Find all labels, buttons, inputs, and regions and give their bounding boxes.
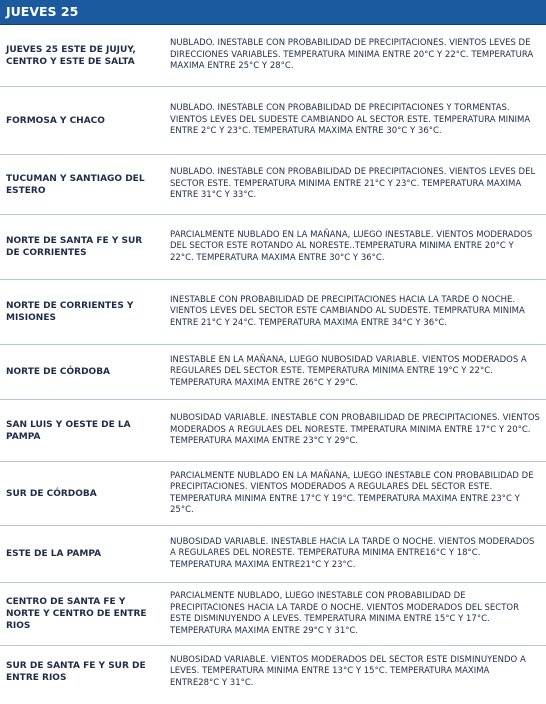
forecast-row [0,526,546,583]
forecast-text: NUBOSIDAD VARIABLE. INESTABLE HACIA LA TARDE O NOCHE. VIENTOS MODERADOS A REGULARES DEL NORESTE. TEMPERATURA MINIMA ENTRE16°C Y 18°C. TEMPERATURA MAXIMA ENTRE21°C Y 23°C. [170,536,535,570]
region-name: NORTE DE SANTA FE Y SUR DE CORRIENTES [6,236,143,258]
forecast-text: NUBLADO. INESTABLE CON PROBABILIDAD DE PRECIPITACIONES Y TORMENTAS. VIENTOS LEVES DEL SUDESTE CAMBIANDO AL SECTOR ESTE. TEMPERATURA MINIMA ENTRE 2°C Y 23°C. TEMPERATURA MAXIMA ENTRE 30°C Y 36°C. [170,103,531,137]
region-name: JUEVES 25 ESTE DE JUJUY, CENTRO Y ESTE DE SALTA [6,44,136,67]
forecast-text: PARCIALMENTE NUBLADO, LUEGO INESTABLE CON PROBABILIDAD DE PRECIPITACIONES HACIA LA TARDE O NOCHE. VIENTOS MODERADOS DEL SECTOR ESTE DISMINUYENDO A LEVES. TEMPERATURA MINIMA ENTRE 15°C Y 17°C. TEMPERATURA MAXIMA ENTRE 29°C Y 31°C. [170,591,520,636]
forecast-row [0,345,546,400]
forecast-row [0,25,546,87]
forecast-row [0,87,546,155]
forecast-text: NUBLADO. INESTABLE CON PROBABILIDAD DE PRECIPITACIONES. VIENTOS LEVES DEL SECTOR ESTE. TEMPERATURA MINIMA ENTRE 21°C Y 23°C. TEMPERATURA MAXIMA ENTRE 31°C Y 33°C. [170,167,536,201]
forecast-row [0,400,546,462]
day-header: JUEVES 25 [0,0,546,25]
region-name: SAN LUIS Y OESTE DE LA PAMPA [6,419,131,442]
forecast-row [0,215,546,280]
region-name: SUR DE CÓRDOBA [6,488,97,499]
region-name: TUCUMAN Y SANTIAGO DEL ESTERO [6,173,145,196]
forecast-text: INESTABLE CON PROBABILIDAD DE PRECIPITACIONES HACIA LA TARDE O NOCHE. VIENTOS LEVES DEL SECTOR ESTE CAMBIANDO AL SUDESTE. TEMPRATURA MINIMA ENTRE 21°C Y 24°C. TEMPERATURA MAXIMA ENTRE 34°C Y 36°C. [170,294,525,328]
forecast-text: NUBOSIDAD VARIABLE. INESTABLE CON PROBABILIDAD DE PRECIPITACIONES. VIENTOS MODERADOS A REGULAES DEL NORESTE. TMPERATURA MINIMA ENTRE 17°C Y 20°C. TEMPERATURA MAXIMA ENTRE 23°C Y 29°C. [170,413,540,447]
region-name: CENTRO DE SANTA FE Y NORTE Y CENTRO DE ENTRE RIOS [6,597,147,631]
region-name: NORTE DE CÓRDOBA [6,367,111,377]
region-name: NORTE DE CORRIENTES Y MISIONES [6,301,134,323]
forecast-row [0,280,546,345]
forecast-row [0,462,546,526]
forecast-row [0,155,546,215]
forecast-text: NUBLADO. INESTABLE CON PROBABILIDAD DE PRECIPITACIONES. VIENTOS LEVES DE DIRECCIONES VARIABLES. TEMPERATURA MINIMA ENTRE 20°C Y 22°C. TEMPERATURA MAXIMA ENTRE 25°C Y 28°C. [170,38,534,72]
forecast-text: PARCIALMENTE NUBLADO EN LA MAÑANA, LUEGO INESTABLE. VIENTOS MODERADOS DEL SECTOR ESTE ROTANDO AL NORESTE..TEMPERATURA MINIMA ENTRE 20°C Y 22°C. TEMPERATURA MAXIMA ENTRE 30°C Y 36°C. [170,229,533,263]
region-name: SUR DE SANTA FE Y SUR DE ENTRE RIOS [6,661,146,683]
forecast-text: NUBOSIDAD VARIABLE. VIENTOS MODERADOS DEL SECTOR ESTE DISMINUYENDO A LEVES. TEMPERATURA MINIMA ENTRE 13°C Y 15°C. TEMPERATURA MAXIMA ENTRE28°C Y 31°C. [170,654,526,688]
forecast-text: INESTABLE EN LA MAÑANA, LUEGO NUBOSIDAD VARIABLE. VIENTOS MODERADOS A REGULARES DEL SECTOR ESTE. TEMPERATURA MINIMA ENTRE 19°C Y 22°C. TEMPERATURA MAXIMA ENTRE 26°C Y 29°C. [170,354,527,388]
region-name: FORMOSA Y CHACO [6,115,105,126]
forecast-row [0,583,546,646]
forecast-row [0,646,546,698]
forecast-text: PARCIALMENTE NUBLADO EN LA MAÑANA, LUEGO INESTABLE CON PROBABILIDAD DE PRECIPITACIONES. VIENTOS MODERADOS A REGULARES DEL SECTOR ESTE. TEMPERATURA MINIMA ENTRE 17°C Y 19°C. TEMPERATURA MAXIMA ENTRE 23°C Y 25°C. [170,470,534,515]
region-name: ESTE DE LA PAMPA [6,549,102,559]
forecast-table [0,25,546,698]
